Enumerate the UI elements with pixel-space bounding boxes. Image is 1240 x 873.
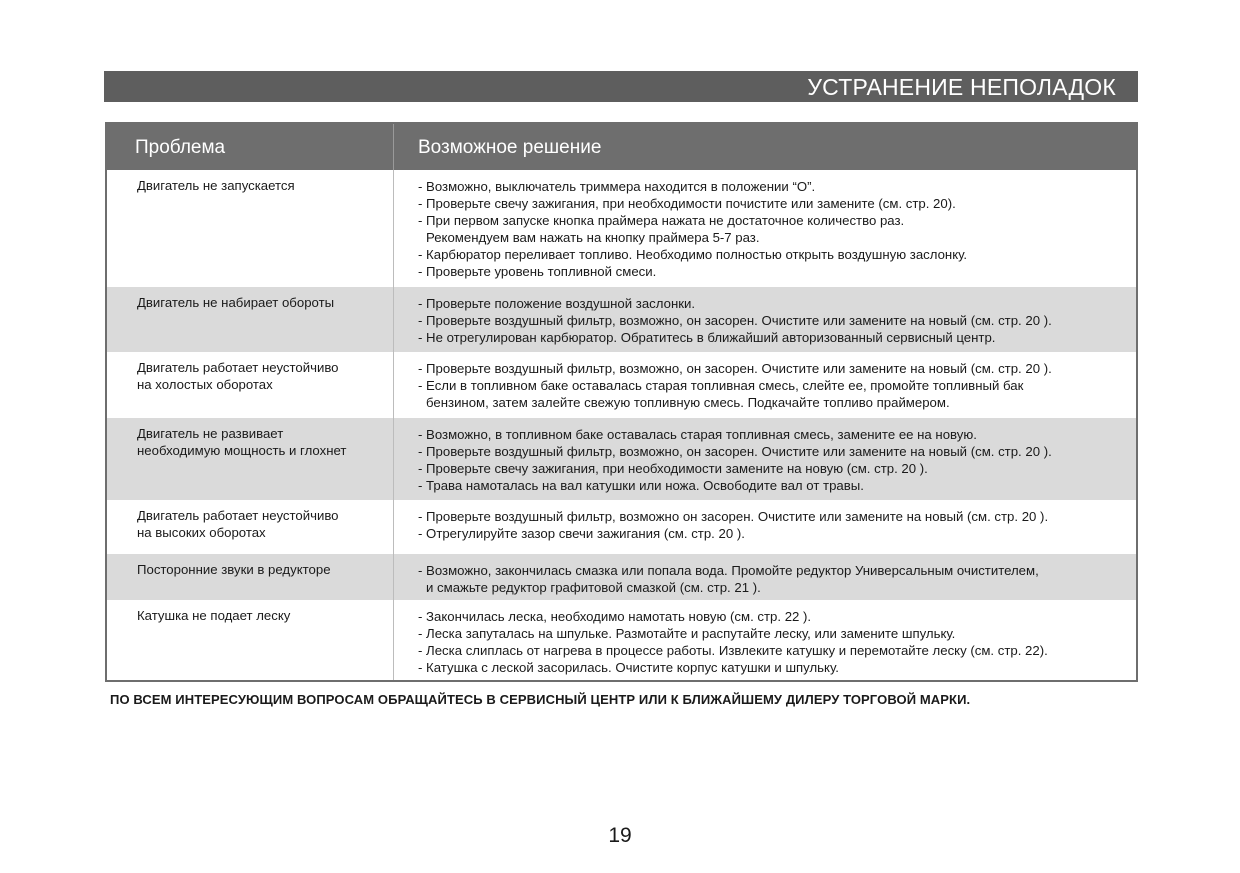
page-number: 19 xyxy=(608,824,632,847)
problem-cell: Двигатель не запускается xyxy=(107,170,394,287)
solution-line: - Отрегулируйте зазор свечи зажигания (см. стр. 20 ). xyxy=(418,526,745,541)
solution-line: - Проверьте воздушный фильтр, возможно, он засорен. Очистите или замените на новый (см. стр. 20 ). xyxy=(418,444,1052,459)
header-solution: Возможное решение xyxy=(418,137,602,158)
table-row xyxy=(107,554,1136,600)
solution-line: - При первом запуске кнопка праймера нажата не достаточное количество раз. xyxy=(418,213,905,228)
table-row xyxy=(107,500,1136,554)
problem-cell: Катушка не подает леску xyxy=(107,600,394,680)
problem-cell: Двигатель работает неустойчиво на высоких оборотах xyxy=(107,500,394,554)
service-center-note: ПО ВСЕМ ИНТЕРЕСУЮЩИМ ВОПРОСАМ ОБРАЩАЙТЕСЬ В СЕРВИСНЫЙ ЦЕНТР ИЛИ К БЛИЖАЙШЕМУ ДИЛЕРУ ТОРГОВОЙ МАРКИ. xyxy=(110,692,971,707)
solution-line: - Если в топливном баке оставалась старая топливная смесь, слейте ее, промойте топливный бак xyxy=(418,378,1024,393)
solution-line: - Возможно, выключатель триммера находится в положении “О”. xyxy=(418,179,816,194)
table-header xyxy=(107,124,1136,170)
solution-line: - Проверьте свечу зажигания, при необходимости почистите или замените (см. стр. 20). xyxy=(418,196,956,211)
problem-cell: Посторонние звуки в редукторе xyxy=(107,554,394,600)
solution-line: и смажьте редуктор графитовой смазкой (см. стр. 21 ). xyxy=(426,580,761,595)
solution-line: - Проверьте свечу зажигания, при необходимости замените на новую (см. стр. 20 ). xyxy=(418,461,928,476)
solution-line: - Леска слиплась от нагрева в процессе работы. Извлеките катушку и перемотайте леску (см. стр. 22). xyxy=(418,643,1048,658)
solution-line: - Не отрегулирован карбюратор. Обратитесь в ближайший авторизованный сервисный центр. xyxy=(418,330,996,345)
solution-line: - Возможно, закончилась смазка или попала вода. Промойте редуктор Универсальным очистителем, xyxy=(418,563,1039,578)
solution-line: - Возможно, в топливном баке оставалась старая топливная смесь, замените ее на новую. xyxy=(418,427,977,442)
problem-cell: Двигатель не развивает необходимую мощность и глохнет xyxy=(107,418,394,500)
solution-cell xyxy=(394,170,1136,287)
table-row xyxy=(107,600,1136,680)
solution-line: - Проверьте положение воздушной заслонки. xyxy=(418,296,696,311)
solution-line: бензином, затем залейте свежую топливную смесь. Подкачайте топливо праймером. xyxy=(426,395,950,410)
page-title: УСТРАНЕНИЕ НЕПОЛАДОК xyxy=(104,71,1138,102)
solution-line: - Закончилась леска, необходимо намотать новую (см. стр. 22 ). xyxy=(418,609,812,624)
table-row xyxy=(107,287,1136,352)
solution-cell xyxy=(394,352,1136,418)
solution-line: - Леска запуталась на шпульке. Размотайте и распутайте леску, или замените шпульку. xyxy=(418,626,956,641)
solution-line: - Карбюратор переливает топливо. Необходимо полностью открыть воздушную заслонку. xyxy=(418,247,968,262)
solution-line: - Проверьте воздушный фильтр, возможно он засорен. Очистите или замените на новый (см. стр. 20 ). xyxy=(418,509,1049,524)
solution-cell xyxy=(394,287,1136,352)
table-row xyxy=(107,418,1136,500)
solution-line: - Катушка с леской засорилась. Очистите корпус катушки и шпульку. xyxy=(418,660,839,675)
solution-line: - Проверьте воздушный фильтр, возможно, он засорен. Очистите или замените на новый (см. стр. 20 ). xyxy=(418,361,1052,376)
solution-line: - Проверьте уровень топливной смеси. xyxy=(418,264,657,279)
problem-cell: Двигатель не набирает обороты xyxy=(107,287,394,352)
solution-line: Рекомендуем вам нажать на кнопку праймера 5-7 раз. xyxy=(426,230,760,245)
solution-line: - Проверьте воздушный фильтр, возможно, он засорен. Очистите или замените на новый (см. стр. 20 ). xyxy=(418,313,1052,328)
solution-cell xyxy=(394,418,1136,500)
troubleshooting-table xyxy=(105,122,1138,682)
problem-cell: Двигатель работает неустойчиво на холостых оборотах xyxy=(107,352,394,418)
solution-cell xyxy=(394,500,1136,554)
solution-line: - Трава намоталась на вал катушки или ножа. Освободите вал от травы. xyxy=(418,478,864,493)
header-problem: Проблема xyxy=(107,124,394,170)
table-row xyxy=(107,170,1136,287)
solution-cell xyxy=(394,600,1136,680)
table-row xyxy=(107,352,1136,418)
solution-cell xyxy=(394,554,1136,600)
